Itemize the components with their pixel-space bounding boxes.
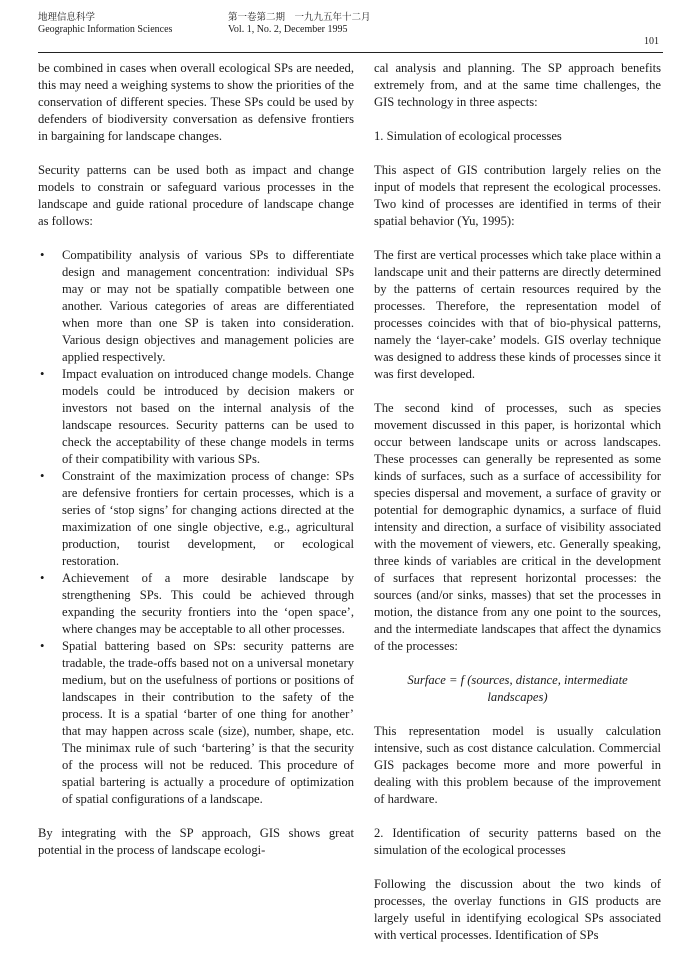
list-item: • Constraint of the maximization process of change: SPs are defensive frontiers for certain processes, which is a series of ‘stop signs’ for changing actions directed at the maximization of one single objective, e.g., agricultural production, tourist development, or ecological restoration.: [38, 468, 354, 570]
paragraph: This representation model is usually calculation intensive, such as cost distance calculation. Commercial GIS packages become more and more powerful in dealing with this problem because of the improvement of hardware.: [374, 724, 661, 806]
formula: Surface = f (sources, distance, intermediate landscapes): [407, 673, 628, 704]
paragraph: By integrating with the SP approach, GIS shows great potential in the process of landscape ecologi-: [38, 826, 354, 857]
list-item: • Achievement of a more desirable landscape by strengthening SPs. This could be achieved through expanding the security frontiers into the ‘open space’, where changes may be acceptable to all other processes.: [38, 570, 354, 638]
running-header-issue: [228, 12, 371, 36]
list-item: • Impact evaluation on introduced change models. Change models could be introduced by decision makers or investors not based on the internal analysis of the landscape resources. Security patterns can be used to check the acceptability of these change models in terms of their compatibility with various SPs.: [38, 366, 354, 468]
journal-title-english: Geographic Information Sciences: [38, 24, 173, 35]
right-column: [374, 60, 661, 944]
list-item: • Compatibility analysis of various SPs to differentiate design and management concentration: individual SPs may or may not be spatially compatible between one another. Various categories of areas are differentiated when more than one SP is taken into consideration. Various design objectives and management policies are applied respectively.: [38, 247, 354, 366]
left-column: [38, 60, 354, 859]
paragraph: Security patterns can be used both as impact and change models to constrain or safeguard various processes in the landscape and guide rational procedure of landscape change as follows:: [38, 163, 354, 228]
paragraph: cal analysis and planning. The SP approach benefits extremely from, and at the same time challenges, the GIS technology in three aspects:: [374, 61, 661, 109]
issue-chinese: 第一卷第二期 一九九五年十二月: [228, 12, 371, 23]
section-heading: 2. Identification of security patterns based on the simulation of the ecological processes: [374, 826, 661, 857]
running-header-journal: [38, 12, 172, 36]
paragraph: Following the discussion about the two kinds of processes, the overlay functions in GIS products are largely useful in identifying ecological SPs associated with vertical processes. Identification of SPs: [374, 877, 661, 942]
section-heading: 1. Simulation of ecological processes: [374, 129, 562, 143]
header-rule: [38, 52, 663, 53]
paragraph: The first are vertical processes which take place within a landscape unit and their patterns are directly determined by the patterns of certain resources required by the processes. Therefore, the representation model of processes coincides with that of bio-physical patterns, namely the ‘layer-cake’ models. GIS overlay technique was designed to address these kinds of processes since it was first developed.: [374, 248, 661, 381]
paragraph: The second kind of processes, such as species movement discussed in this paper, is horizontal which occur between landscape units or across landscapes. These processes can generally be represented as some kinds of surfaces, such as a surface of accessibility for species dispersal and movement, a surface of gravity or potential for demographic dynamics, a surface of fluid intensity and direction, a surface of visibility associated with the movement of viewers, etc. Generally speaking, three kinds of variables are critical in the development of surfaces that represent horizontal processes: the sources (and/or sinks, masses) that set the processes in motion, the distance from any one point to the sources, and the intermediate landscapes that affect the dynamics of the processes:: [374, 401, 661, 653]
bullet-list: [38, 247, 354, 808]
page-number: 101: [644, 36, 659, 47]
paragraph: This aspect of GIS contribution largely relies on the input of models that represent the ecological processes. Two kind of processes are identified in terms of their spatial behavior (Yu, 1995):: [374, 163, 661, 228]
paragraph: be combined in cases when overall ecological SPs are needed, this may need a weighing systems to show the priorities of the conservation of different species. These SPs could be used by defenders of biodiversity conversation as defensive frontiers in bargaining for landscape changes.: [38, 61, 354, 143]
issue-english: Vol. 1, No. 2, December 1995: [228, 24, 348, 35]
journal-title-chinese: 地理信息科学: [38, 12, 96, 23]
list-item: • Spatial battering based on SPs: security patterns are tradable, the trade-offs based not on a universal monetary medium, but on the usefulness of portions or positions of landscapes in their contribution to the safety of the process. It is a spatial ‘barter of one thing for another’ that may happen across scale (size), number, shape, etc. The minimax rule of such ‘bartering’ is that the security of the process will not be reduced. This procedure of spatial bartering is actually a procedure of optimization of spatial configurations of a landscape.: [38, 638, 354, 808]
